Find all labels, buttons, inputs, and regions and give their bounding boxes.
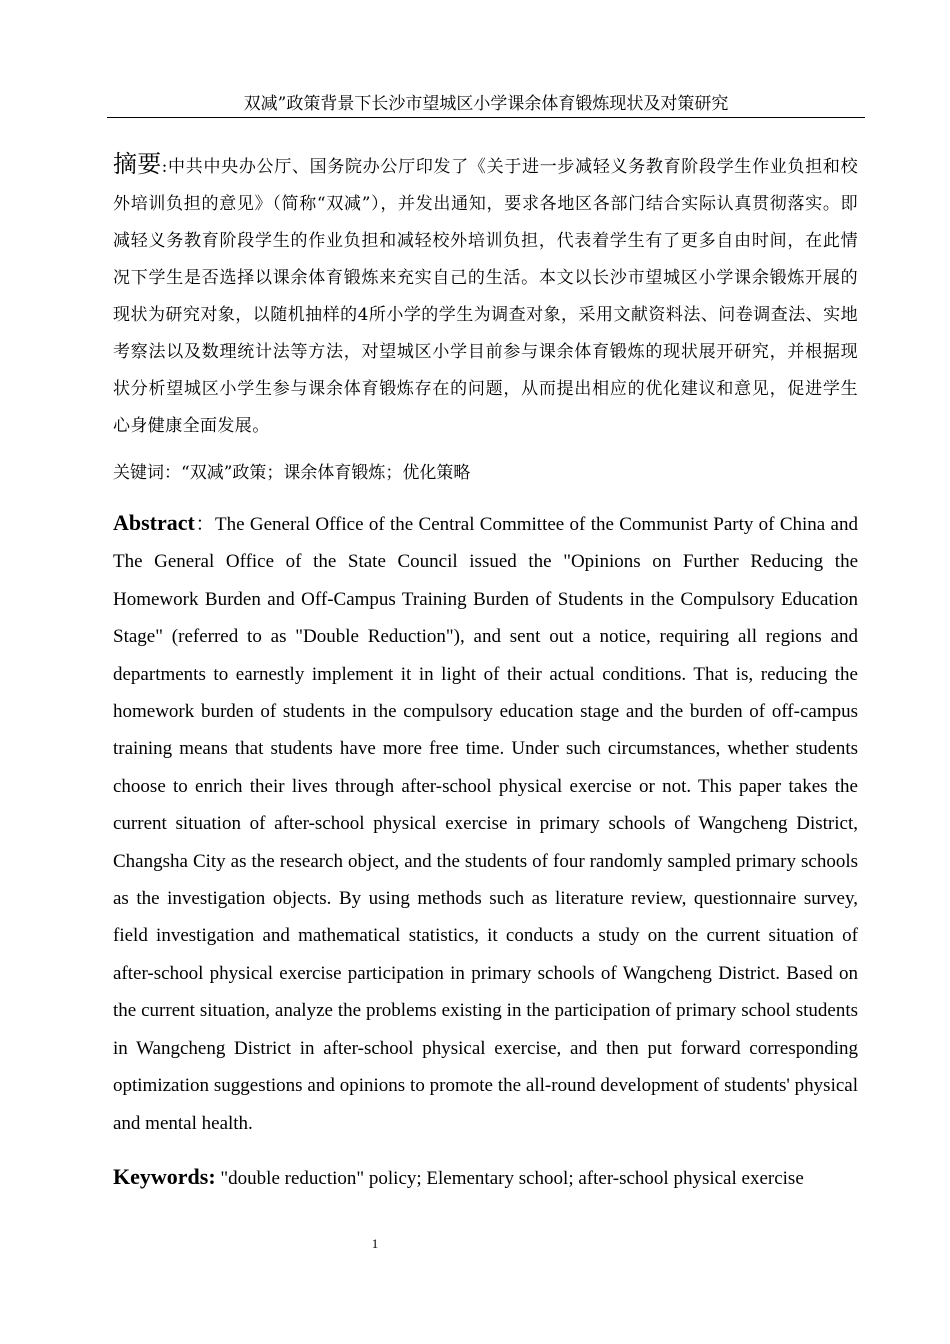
english-keywords bbox=[113, 1163, 858, 1193]
chinese-abstract-text: 中共中央办公厅、国务院办公厅印发了《关于进一步减轻义务教育阶段学生作业负担和校外培训负担的意见》（简称“双减”），并发出通知，要求各地区各部门结合实际认真贯彻落实。即减轻义务教育阶段学生的作业负担和减轻校外培训负担，代表着学生有了更多自由时间，在此情况下学生是否选择以课余体育锻炼来充实自己的生活。本文以长沙市望城区小学课余锻炼开展的现状为研究对象，以随机抽样的4所小学的学生为调查对象，采用文献资料法、问卷调查法、实地考察法以及数理统计法等方法，对望城区小学目前参与课余体育锻炼的现状展开研究，并根据现状分析望城区小学生参与课余体育锻炼存在的问题，从而提出相应的优化建议和意见，促进学生心身健康全面发展。 bbox=[113, 157, 859, 436]
english-keywords-text: "double reduction" policy; Elementary school; after-school physical exercise bbox=[215, 1168, 804, 1189]
chinese-keywords-text: “双减”政策；课余体育锻炼；优化策略 bbox=[181, 463, 471, 483]
chinese-abstract bbox=[113, 146, 858, 445]
english-abstract-label: Abstract bbox=[113, 510, 195, 535]
chinese-keywords bbox=[113, 460, 858, 486]
chinese-keywords-label: 关键词： bbox=[113, 463, 181, 483]
english-abstract-text: The General Office of the Central Committee of the Communist Party of China and The General Office of the State Council issued the "Opinions on Further Reducing the Homework Burden and Off-Campus Training Burden of Students in the Compulsory Education Stage" (referred to as "Double Reduction"), and sent out a notice, requiring all regions and departments to earnestly implement it in light of their actual conditions. That is, reducing the homework burden of students in the compulsory education stage and the burden of off-campus training means that students have more free time. Under such circumstances, whether students choose to enrich their lives through after-school physical exercise or not. This paper takes the current situation of after-school physical exercise in primary schools of Wangcheng District, Changsha City as the research object, and the students of four randomly sampled primary schools as the investigation objects. By using methods such as literature review, questionnaire survey, field investigation and mathematical statistics, it conducts a study on the current situation of after-school physical exercise participation in primary schools of Wangcheng District. Based on the current situation, analyze the problems existing in the participation of primary school students in Wangcheng District in after-school physical exercise, and then put forward corresponding optimization suggestions and opinions to promote the all-round development of students' physical and mental health. bbox=[113, 514, 858, 1134]
running-header: 双减”政策背景下长沙市望城区小学课余体育锻炼现状及对策研究 bbox=[107, 93, 865, 118]
english-keywords-label: Keywords: bbox=[113, 1164, 216, 1189]
chinese-abstract-separator: : bbox=[161, 157, 168, 177]
page-number: 1 bbox=[371, 1236, 379, 1251]
chinese-abstract-label: 摘要 bbox=[113, 150, 162, 178]
english-abstract bbox=[113, 504, 858, 1142]
english-abstract-separator: ： bbox=[194, 514, 216, 535]
